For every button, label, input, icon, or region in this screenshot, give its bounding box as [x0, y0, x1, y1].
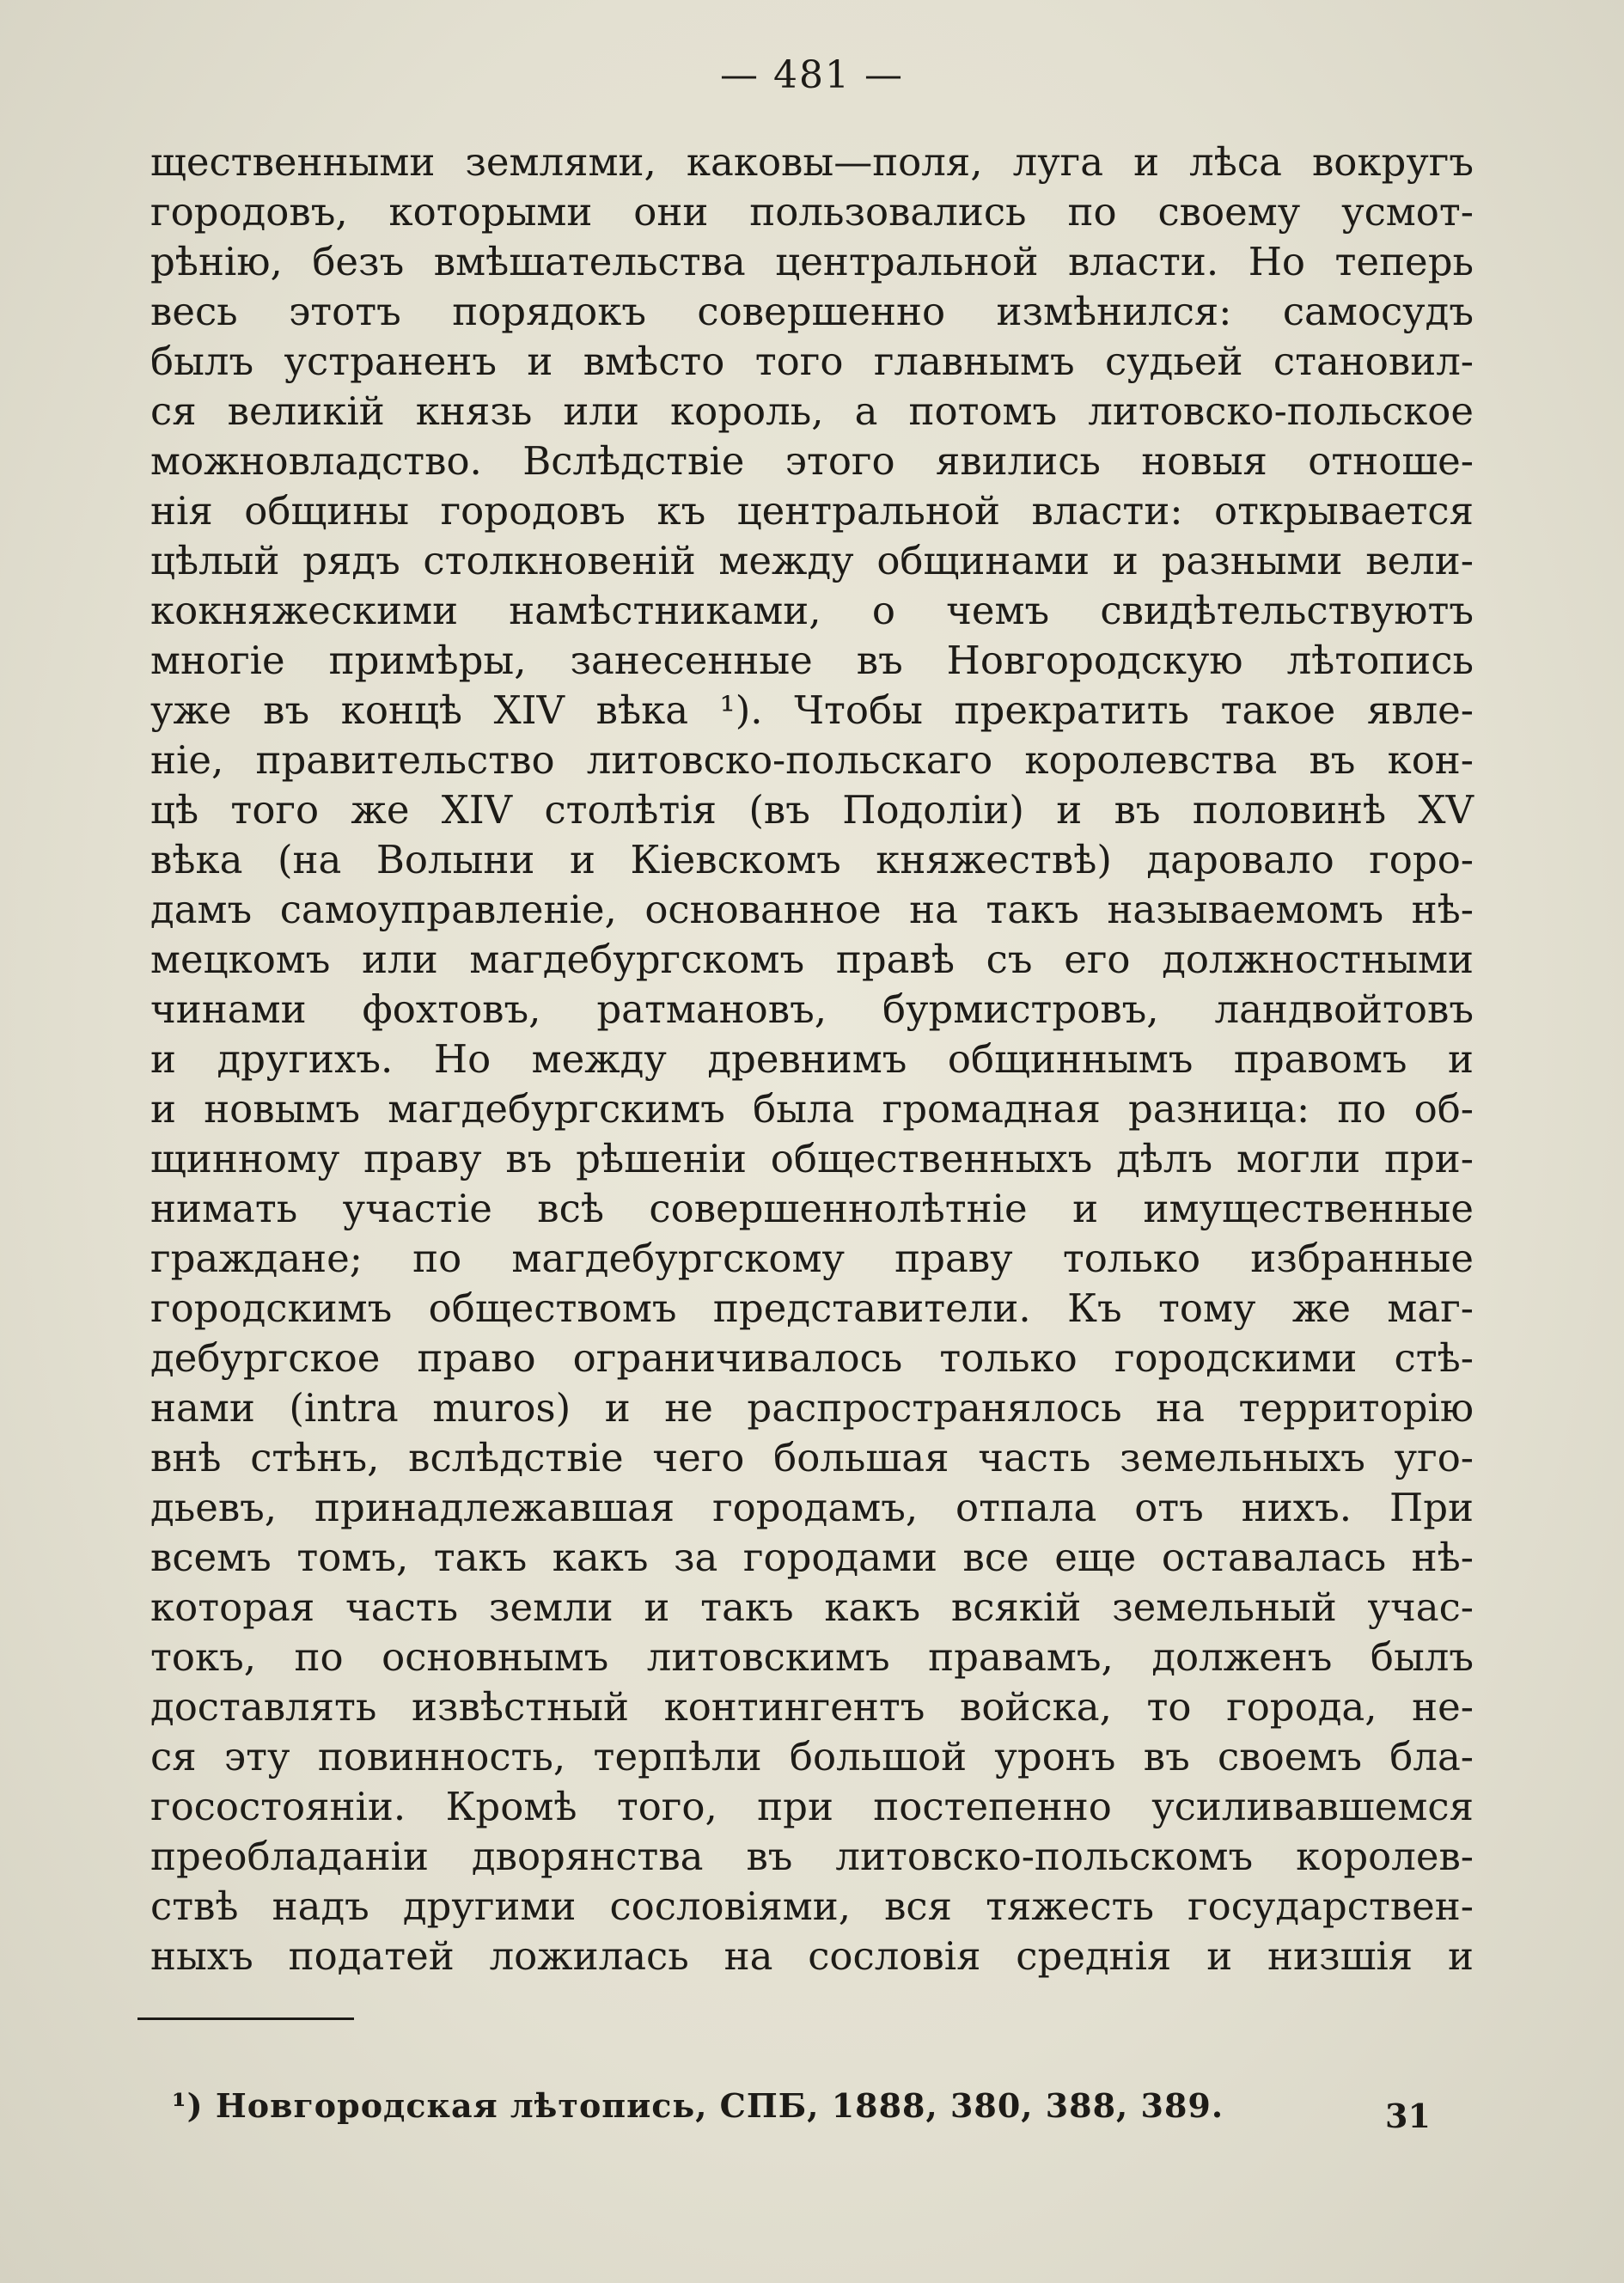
text-line: и другихъ. Но между древнимъ общиннымъ правомъ и	[150, 1036, 1474, 1082]
printer-signature: 31	[1385, 2097, 1431, 2135]
text-line: ся эту повинность, терпѣли большой уронъ въ своемъ бла-	[150, 1734, 1474, 1779]
text-line: госостояніи. Кромѣ того, при постепенно усиливавшемся	[150, 1784, 1474, 1829]
text-line: дамъ самоуправленіе, основанное на такъ называемомъ нѣ-	[150, 887, 1474, 932]
text-line: кокняжескими намѣстниками, о чемъ свидѣтельствуютъ	[150, 588, 1474, 633]
text-line: многіе примѣры, занесенные въ Новгородскую лѣтопись	[150, 638, 1474, 683]
page-number: — 481 —	[720, 53, 904, 97]
text-line: весь этотъ порядокъ совершенно измѣнился: самосудъ	[150, 289, 1474, 334]
text-line: доставлять извѣстный контингентъ войска, то города, не-	[150, 1684, 1474, 1730]
text-line: внѣ стѣнъ, вслѣдствіе чего большая часть земельныхъ уго-	[150, 1435, 1474, 1480]
text-line: нимать участіе всѣ совершеннолѣтніе и имущественные	[150, 1186, 1474, 1231]
body-text	[150, 137, 1474, 1981]
text-line: нія общины городовъ къ центральной власти: открывается	[150, 488, 1474, 534]
text-line: чинами фохтовъ, ратмановъ, бурмистровъ, ландвойтовъ	[150, 986, 1474, 1032]
footnote-divider	[137, 2017, 354, 2020]
text-line: цѣ того же XIV столѣтія (въ Подоліи) и въ половинѣ XV	[150, 787, 1474, 833]
text-line: всемъ томъ, такъ какъ за городами все еще оставалась нѣ-	[150, 1535, 1474, 1580]
footnote: ¹) Новгородская лѣтопись, СПБ, 1888, 380, 388, 389.	[172, 2086, 1224, 2125]
text-line: преобладаніи дворянства въ литовско-польскомъ королев-	[150, 1834, 1474, 1879]
text-line: ныхъ податей ложилась на сословія среднія и низшія и	[150, 1933, 1474, 1979]
text-line: ніе, правительство литовско-польскаго королевства въ кон-	[150, 737, 1474, 783]
text-line: дебургское право ограничивалось только городскими стѣ-	[150, 1335, 1474, 1381]
text-line: вѣка (на Волыни и Кіевскомъ княжествѣ) даровало горо-	[150, 837, 1474, 882]
text-line: мецкомъ или магдебургскомъ правѣ съ его должностными	[150, 937, 1474, 982]
text-line: щественными землями, каковы—поля, луга и лѣса вокругъ	[150, 139, 1474, 185]
text-line: и новымъ магдебургскимъ была громадная разница: по об-	[150, 1086, 1474, 1132]
text-line: граждане; по магдебургскому праву только избранные	[150, 1236, 1474, 1281]
text-line: уже въ концѣ XIV вѣка ¹). Чтобы прекратить такое явле-	[150, 687, 1474, 733]
text-line: былъ устраненъ и вмѣсто того главнымъ судьей становил-	[150, 339, 1474, 384]
text-line: можновладство. Вслѣдствіе этого явились новыя отноше-	[150, 438, 1474, 484]
text-line: городовъ, которыми они пользовались по своему усмот-	[150, 189, 1474, 235]
text-line: которая часть земли и такъ какъ всякій земельный учас-	[150, 1584, 1474, 1630]
text-line: токъ, по основнымъ литовскимъ правамъ, долженъ былъ	[150, 1634, 1474, 1680]
text-line: цѣлый рядъ столкновеній между общинами и разными вели-	[150, 538, 1474, 583]
text-line: ствѣ надъ другими сословіями, вся тяжесть государствен-	[150, 1883, 1474, 1929]
text-line: щинному праву въ рѣшеніи общественныхъ дѣлъ могли при-	[150, 1136, 1474, 1181]
text-line: дьевъ, принадлежавшая городамъ, отпала отъ нихъ. При	[150, 1485, 1474, 1530]
text-line: ся великій князь или король, а потомъ литовско-польское	[150, 388, 1474, 434]
text-line: нами (intra muros) и не распространялось на территорію	[150, 1385, 1474, 1431]
text-line: городскимъ обществомъ представители. Къ тому же маг-	[150, 1285, 1474, 1331]
text-line: рѣнію, безъ вмѣшательства центральной власти. Но теперь	[150, 239, 1474, 284]
